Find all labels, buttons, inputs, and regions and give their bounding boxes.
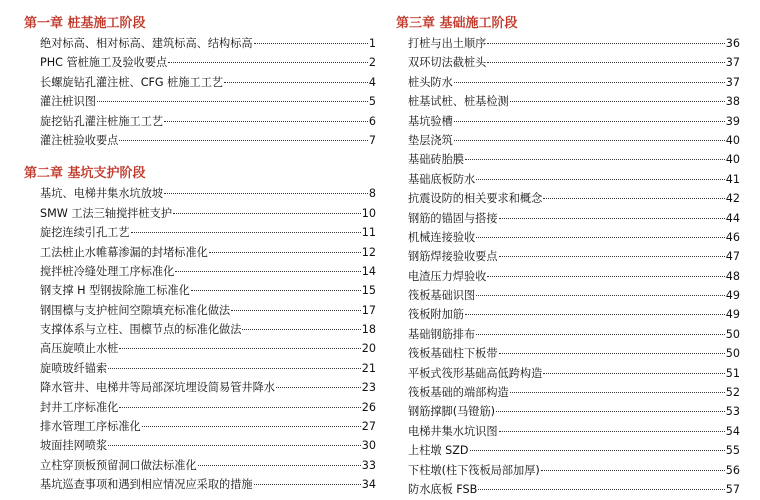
toc-entry[interactable] <box>408 189 740 208</box>
entry-page-number: 7 <box>368 133 376 147</box>
dot-leader <box>142 426 361 427</box>
toc-entry[interactable] <box>408 267 740 286</box>
toc-right-column <box>396 0 740 499</box>
dot-leader <box>470 450 725 451</box>
toc-entry[interactable] <box>408 305 740 324</box>
entry-page-number: 2 <box>368 56 376 70</box>
entry-title: 坡面挂网喷浆 <box>40 439 108 453</box>
entry-page-number: 48 <box>725 269 740 283</box>
dot-leader <box>198 465 361 466</box>
toc-entry[interactable] <box>408 34 740 53</box>
entry-title: PHC 管桩施工及验收要点 <box>40 56 168 70</box>
dot-leader <box>510 101 725 102</box>
chapter-title: 第二章 基坑支护阶段 <box>24 166 146 182</box>
entry-page-number: 38 <box>725 95 740 109</box>
toc-entry[interactable] <box>408 422 740 441</box>
entry-title: 搅拌桩冷缝处理工序标准化 <box>40 264 175 278</box>
entry-page-number: 11 <box>361 226 376 240</box>
dot-leader <box>476 179 725 180</box>
entry-title: 下柱墩(柱下筏板局部加厚) <box>408 463 540 477</box>
chapter-title: 第三章 基础施工阶段 <box>396 16 518 31</box>
toc-entry[interactable] <box>408 73 740 92</box>
entry-page-number: 56 <box>725 463 740 477</box>
dot-leader <box>119 407 360 408</box>
toc-entry[interactable] <box>40 436 376 455</box>
entry-title: 抗震设防的相关要求和概念 <box>408 192 543 206</box>
dot-leader <box>487 276 724 277</box>
toc-entry[interactable] <box>40 398 376 417</box>
dot-leader <box>543 373 724 374</box>
toc-entry[interactable] <box>40 456 376 475</box>
entry-title: 支撑体系与立柱、围檩节点的标准化做法 <box>40 323 242 337</box>
entry-page-number: 17 <box>361 303 376 317</box>
toc-entry[interactable] <box>408 402 740 421</box>
dot-leader <box>173 213 361 214</box>
entry-page-number: 52 <box>725 386 740 400</box>
dot-leader <box>191 290 361 291</box>
entry-page-number: 46 <box>725 230 740 244</box>
toc-entry[interactable] <box>408 170 740 189</box>
toc-entry[interactable] <box>40 339 376 358</box>
dot-leader <box>476 334 725 335</box>
entry-page-number: 40 <box>725 133 740 147</box>
entry-page-number: 18 <box>361 323 376 337</box>
entry-page-number: 55 <box>725 444 740 458</box>
entry-page-number: 49 <box>725 308 740 322</box>
entry-page-number: 50 <box>725 327 740 341</box>
entry-title: 钢支撑 H 型钢拔除施工标准化 <box>40 284 190 298</box>
toc-entry[interactable] <box>40 34 376 53</box>
dot-leader <box>510 392 725 393</box>
entry-title: 筏板基础的端部构造 <box>408 386 509 400</box>
entry-title: 钢筋的锚固与搭接 <box>408 211 498 225</box>
toc-entry[interactable] <box>40 320 376 339</box>
entry-page-number: 34 <box>361 478 376 492</box>
toc-entry[interactable] <box>40 204 376 223</box>
toc-entry[interactable] <box>408 441 740 460</box>
dot-leader <box>454 82 725 83</box>
entry-title: 桩基试桩、桩基检测 <box>408 95 509 109</box>
entry-page-number: 14 <box>361 264 376 278</box>
entry-title: 筏板附加筋 <box>408 308 464 322</box>
dot-leader <box>254 43 368 44</box>
toc-entry[interactable] <box>40 73 376 92</box>
dot-leader <box>108 445 361 446</box>
entry-title: 电渣压力焊验收 <box>408 269 487 283</box>
entry-title: 基础砖胎膜 <box>408 153 464 167</box>
entry-page-number: 26 <box>361 400 376 414</box>
entry-title: 排水管理工序标准化 <box>40 420 141 434</box>
toc-entry[interactable] <box>408 364 740 383</box>
entry-page-number: 27 <box>361 420 376 434</box>
toc-entry[interactable] <box>408 131 740 150</box>
toc-entry[interactable] <box>40 417 376 436</box>
toc-entry[interactable] <box>408 383 740 402</box>
dot-leader <box>496 411 725 412</box>
chapter-title: 第一章 桩基施工阶段 <box>24 16 146 31</box>
entry-page-number: 57 <box>725 482 740 496</box>
toc-entry[interactable] <box>40 301 376 320</box>
toc-entry[interactable] <box>40 243 376 262</box>
toc-entry[interactable] <box>40 184 376 203</box>
dot-leader <box>231 310 361 311</box>
toc-entry[interactable] <box>40 281 376 300</box>
entry-title: 筏板基础识图 <box>408 289 476 303</box>
entry-page-number: 10 <box>361 206 376 220</box>
entry-title: 钢筋撑脚(马镫筋) <box>408 405 496 419</box>
entry-title: 绝对标高、相对标高、建筑标高、结构标高 <box>40 37 253 50</box>
entry-page-number: 8 <box>368 187 376 201</box>
dot-leader <box>499 431 725 432</box>
dot-leader <box>254 484 361 485</box>
entry-title: 基础钢筋排布 <box>408 327 476 341</box>
dot-leader <box>454 140 725 141</box>
entry-title: 基础底板防水 <box>408 172 476 186</box>
entry-title: 基坑验槽 <box>408 114 453 128</box>
toc-entry[interactable] <box>408 286 740 305</box>
dot-leader <box>164 193 368 194</box>
entry-title: 灌注桩验收要点 <box>40 133 119 147</box>
entry-title: 筏板基础柱下板带 <box>408 347 498 361</box>
toc-entry[interactable] <box>408 209 740 228</box>
entry-page-number: 50 <box>725 347 740 361</box>
dot-leader <box>224 82 368 83</box>
entry-title: 垫层浇筑 <box>408 133 453 147</box>
entry-title: 电梯井集水坑识图 <box>408 424 498 438</box>
dot-leader <box>465 159 725 160</box>
dot-leader <box>131 232 361 233</box>
dot-leader <box>454 121 725 122</box>
entry-page-number: 30 <box>361 439 376 453</box>
entry-page-number: 36 <box>725 37 740 50</box>
toc-entry[interactable] <box>40 92 376 111</box>
entry-title: SMW 工法三轴搅拌桩支护 <box>40 206 173 220</box>
entry-page-number: 37 <box>725 75 740 89</box>
toc-entry[interactable] <box>40 53 376 72</box>
toc-entry[interactable] <box>40 262 376 281</box>
entry-page-number: 51 <box>725 366 740 380</box>
entry-page-number: 15 <box>361 284 376 298</box>
entry-page-number: 33 <box>361 458 376 472</box>
entry-page-number: 23 <box>361 381 376 395</box>
dot-leader <box>119 140 368 141</box>
dot-leader <box>164 121 368 122</box>
entry-title: 钢筋焊接验收要点 <box>408 250 498 264</box>
dot-leader <box>108 368 361 369</box>
toc-left-column <box>24 0 376 495</box>
toc-entry[interactable] <box>40 475 376 494</box>
toc-entry[interactable] <box>40 112 376 131</box>
dot-leader <box>465 314 725 315</box>
dot-leader <box>476 295 725 296</box>
entry-title: 长螺旋钻孔灌注桩、CFG 桩施工工艺 <box>40 75 224 89</box>
entry-page-number: 40 <box>725 153 740 167</box>
dot-leader <box>499 256 725 257</box>
toc-entry[interactable] <box>408 53 740 72</box>
entry-title: 旋挖连续引孔工艺 <box>40 226 130 240</box>
dot-leader <box>209 252 361 253</box>
toc-entry[interactable] <box>408 228 740 247</box>
dot-leader <box>168 62 368 63</box>
entry-title: 立柱穿顶板预留洞口做法标准化 <box>40 458 197 472</box>
toc-entry[interactable] <box>408 92 740 111</box>
toc-entry[interactable] <box>40 378 376 397</box>
entry-title: 平板式筏形基础高低跨构造 <box>408 366 543 380</box>
dot-leader <box>499 218 725 219</box>
entry-title: 桩头防水 <box>408 75 453 89</box>
entry-page-number: 12 <box>361 245 376 259</box>
entry-page-number: 5 <box>368 95 376 109</box>
dot-leader <box>487 62 724 63</box>
dot-leader <box>543 198 724 199</box>
entry-title: 工法桩止水帷幕渗漏的封堵标准化 <box>40 245 208 259</box>
dot-leader <box>487 43 724 44</box>
entry-title: 钢围檩与支护桩间空隙填充标准化做法 <box>40 303 231 317</box>
entry-title: 基坑巡查事项和遇到相应情况应采取的措施 <box>40 478 253 492</box>
entry-page-number: 44 <box>725 211 740 225</box>
toc-entry[interactable] <box>408 150 740 169</box>
entry-title: 基坑、电梯井集水坑放坡 <box>40 187 164 201</box>
entry-page-number: 21 <box>361 361 376 375</box>
dot-leader <box>478 489 724 490</box>
entry-page-number: 6 <box>368 114 376 128</box>
toc-entry[interactable] <box>40 359 376 378</box>
toc-entry[interactable] <box>408 480 740 499</box>
entry-page-number: 4 <box>368 75 376 89</box>
entry-title: 封井工序标准化 <box>40 400 119 414</box>
entry-title: 旋挖钻孔灌注桩施工工艺 <box>40 114 164 128</box>
toc-entry[interactable] <box>408 344 740 363</box>
toc-entry[interactable] <box>40 223 376 242</box>
entry-page-number: 53 <box>725 405 740 419</box>
dot-leader <box>276 387 361 388</box>
dot-leader <box>499 353 725 354</box>
entry-title: 降水管井、电梯井等局部深坑埋设简易管井降水 <box>40 381 275 395</box>
entry-title: 双环切法截桩头 <box>408 56 487 70</box>
entry-title: 打桩与出土顺序 <box>408 37 487 50</box>
entry-title: 高压旋喷止水桩 <box>40 342 119 356</box>
entry-page-number: 54 <box>725 424 740 438</box>
entry-title: 上柱墩 SZD <box>408 444 469 458</box>
entry-title: 灌注桩识图 <box>40 95 96 109</box>
toc-entry[interactable] <box>40 131 376 150</box>
dot-leader <box>119 348 360 349</box>
entry-page-number: 1 <box>368 37 376 50</box>
entry-page-number: 47 <box>725 250 740 264</box>
entry-page-number: 41 <box>725 172 740 186</box>
dot-leader <box>97 101 368 102</box>
entry-page-number: 42 <box>725 192 740 206</box>
entry-title: 防水底板 FSB <box>408 482 478 496</box>
dot-leader <box>541 470 725 471</box>
toc-entry[interactable] <box>408 112 740 131</box>
dot-leader <box>476 237 725 238</box>
toc-entry[interactable] <box>408 325 740 344</box>
entry-title: 旋喷玻纤锚索 <box>40 361 108 375</box>
toc-entry[interactable] <box>408 461 740 480</box>
entry-page-number: 39 <box>725 114 740 128</box>
dot-leader <box>242 329 360 330</box>
entry-title: 机械连接验收 <box>408 230 476 244</box>
toc-entry[interactable] <box>408 247 740 266</box>
entry-page-number: 37 <box>725 56 740 70</box>
entry-page-number: 20 <box>361 342 376 356</box>
entry-page-number: 49 <box>725 289 740 303</box>
dot-leader <box>175 271 360 272</box>
